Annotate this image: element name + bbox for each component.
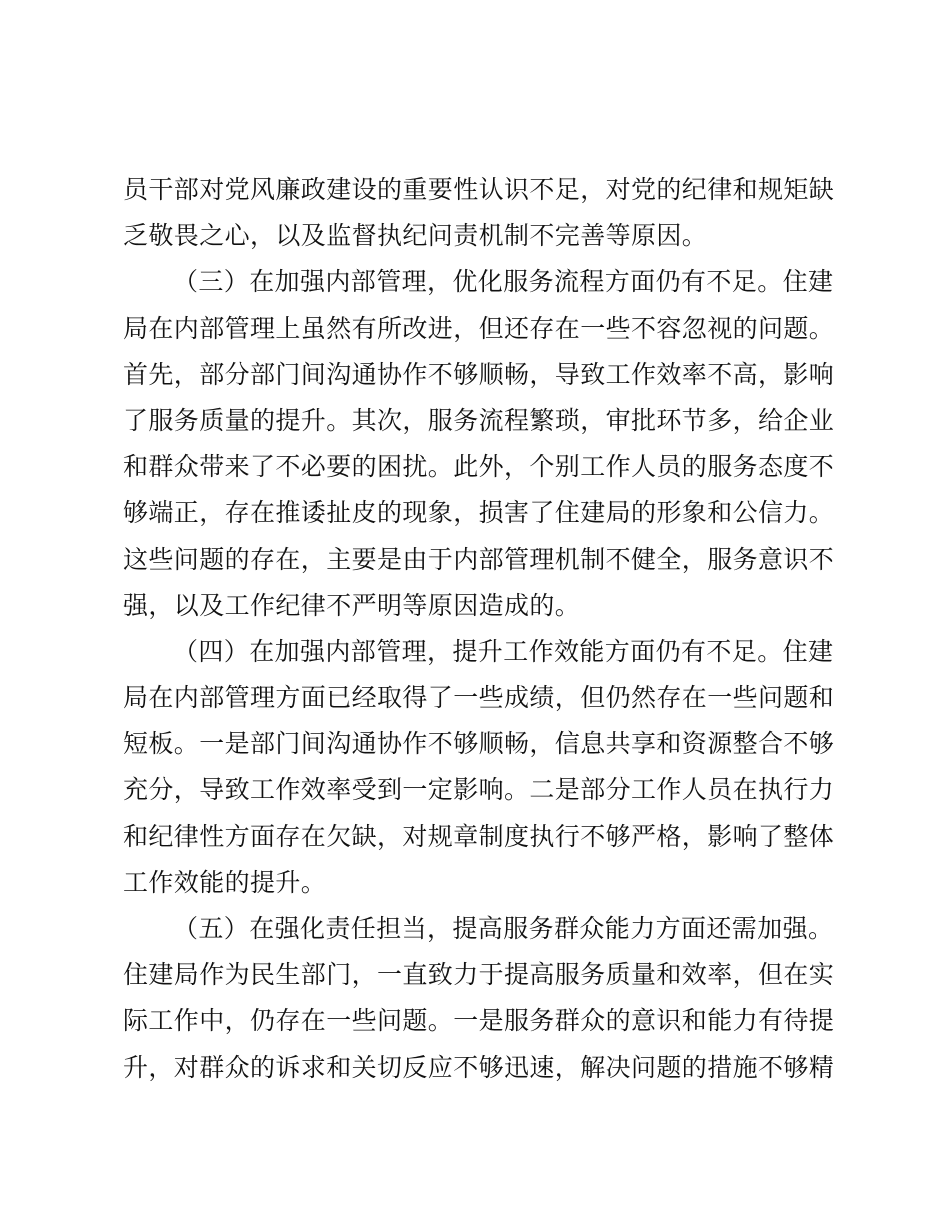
text-line: 和纪律性方面存在欠缺，对规章制度执行不够严格，影响了整体 — [123, 821, 835, 851]
text-line: 工作效能的提升。 — [123, 867, 327, 897]
text-line: 和群众带来了不必要的困扰。此外，个别工作人员的服务态度不 — [123, 452, 835, 482]
text-line: 乏敬畏之心，以及监督执纪问责机制不完善等原因。 — [123, 221, 708, 251]
text-line: 够端正，存在推诿扯皮的现象，损害了住建局的形象和公信力。 — [123, 498, 835, 528]
text-line: 局在内部管理方面已经取得了一些成绩，但仍然存在一些问题和 — [123, 683, 835, 713]
text-line: 了服务质量的提升。其次，服务流程繁琐，审批环节多，给企业 — [123, 405, 835, 435]
text-line: 充分，导致工作效率受到一定影响。二是部分工作人员在执行力 — [123, 775, 835, 805]
text-line: 际工作中，仍存在一些问题。一是服务群众的意识和能力有待提 — [123, 1006, 835, 1036]
text-line: 强，以及工作纪律不严明等原因造成的。 — [123, 590, 581, 620]
text-line: 这些问题的存在，主要是由于内部管理机制不健全，服务意识不 — [123, 544, 835, 574]
text-line: 升，对群众的诉求和关切反应不够迅速，解决问题的措施不够精 — [123, 1052, 835, 1082]
paragraph-first-line: （三）在加强内部管理，优化服务流程方面仍有不足。住建 — [173, 267, 834, 297]
text-line: 住建局作为民生部门，一直致力于提高服务质量和效率，但在实 — [123, 960, 835, 990]
text-line: 员干部对党风廉政建设的重要性认识不足，对党的纪律和规矩缺 — [123, 175, 835, 204]
text-line: 首先，部分部门间沟通协作不够顺畅，导致工作效率不高，影响 — [123, 359, 835, 389]
paragraph-first-line: （四）在加强内部管理，提升工作效能方面仍有不足。住建 — [173, 636, 834, 666]
paragraph-first-line: （五）在强化责任担当，提高服务群众能力方面还需加强。 — [173, 914, 834, 943]
text-line: 局在内部管理上虽然有所改进，但还存在一些不容忽视的问题。 — [123, 313, 835, 343]
document-body — [123, 167, 835, 1091]
text-line: 短板。一是部门间沟通协作不够顺畅，信息共享和资源整合不够 — [123, 729, 835, 759]
